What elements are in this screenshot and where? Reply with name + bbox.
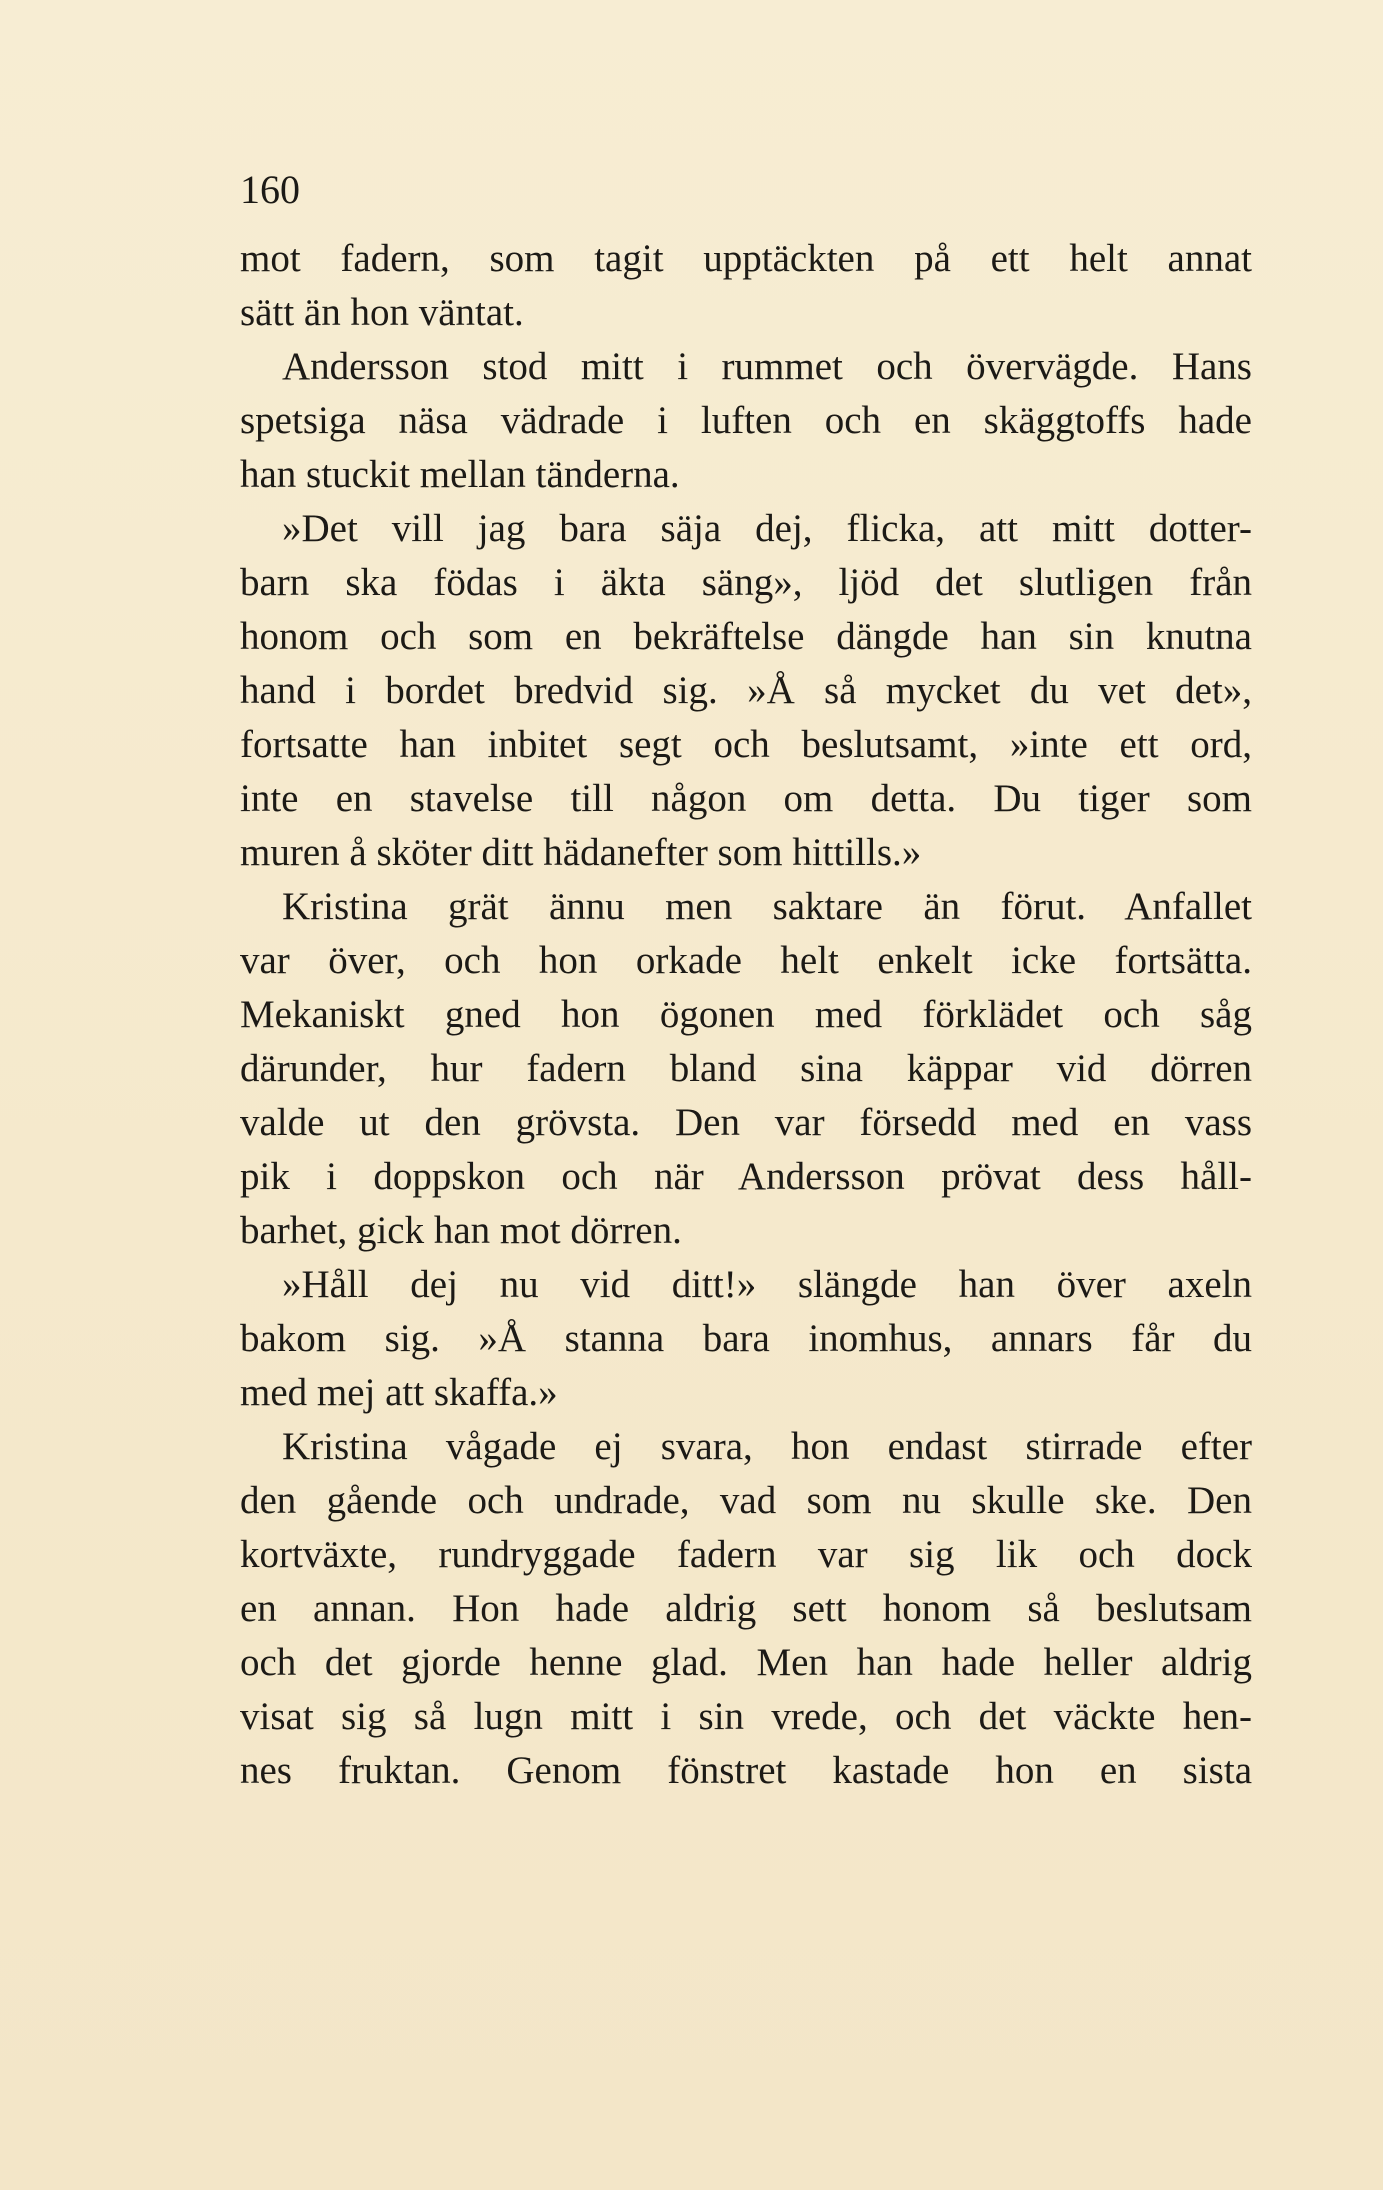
text-line: en annan. Hon hade aldrig sett honom så beslutsam <box>240 1587 1252 1630</box>
text-line: var över, och hon orkade helt enkelt icke fortsätta. <box>240 939 1252 982</box>
text-line: spetsiga näsa vädrade i luften och en skäggtoffs hade <box>240 399 1252 442</box>
page-number: 160 <box>240 167 300 212</box>
text-line: barhet, gick han mot dörren. <box>240 1209 682 1252</box>
text-line: pik i doppskon och när Andersson prövat dess håll- <box>240 1155 1252 1198</box>
text-line: mot fadern, som tagit upptäckten på ett helt annat <box>240 237 1252 280</box>
text-line: inte en stavelse till någon om detta. Du tiger som <box>240 777 1252 820</box>
text-line: därunder, hur fadern bland sina käppar vid dörren <box>240 1047 1252 1090</box>
text-line: med mej att skaffa.» <box>240 1371 558 1414</box>
text-line: nes fruktan. Genom fönstret kastade hon en sista <box>240 1749 1252 1792</box>
text-line: valde ut den grövsta. Den var försedd med en vass <box>240 1101 1252 1144</box>
text-line: honom och som en bekräftelse dängde han sin knutna <box>240 615 1252 658</box>
text-line: Andersson stod mitt i rummet och övervägde. Hans <box>282 345 1252 388</box>
text-line: kortväxte, rundryggade fadern var sig lik och dock <box>240 1533 1252 1576</box>
text-line: han stuckit mellan tänderna. <box>240 453 680 496</box>
text-line: den gående och undrade, vad som nu skulle ske. Den <box>240 1479 1252 1522</box>
text-line: sätt än hon väntat. <box>240 291 524 334</box>
text-line: fortsatte han inbitet segt och beslutsamt, »inte ett ord, <box>240 723 1252 766</box>
text-line: barn ska födas i äkta säng», ljöd det slutligen från <box>240 561 1252 604</box>
text-line: »Det vill jag bara säja dej, flicka, att mitt dotter- <box>282 507 1252 550</box>
text-line: bakom sig. »Å stanna bara inomhus, annars får du <box>240 1317 1252 1360</box>
text-line: hand i bordet bredvid sig. »Å så mycket du vet det», <box>240 669 1252 712</box>
text-line: och det gjorde henne glad. Men han hade heller aldrig <box>240 1641 1252 1684</box>
text-line: Mekaniskt gned hon ögonen med förklädet och såg <box>240 993 1252 1036</box>
body-text <box>240 232 1252 1798</box>
text-line: muren å sköter ditt hädanefter som hittills.» <box>240 831 922 874</box>
text-line: Kristina vågade ej svara, hon endast stirrade efter <box>282 1425 1252 1468</box>
text-line: »Håll dej nu vid ditt!» slängde han över axeln <box>282 1263 1252 1306</box>
text-line: Kristina grät ännu men saktare än förut. Anfallet <box>282 885 1252 928</box>
text-line: visat sig så lugn mitt i sin vrede, och det väckte hen- <box>240 1695 1252 1738</box>
